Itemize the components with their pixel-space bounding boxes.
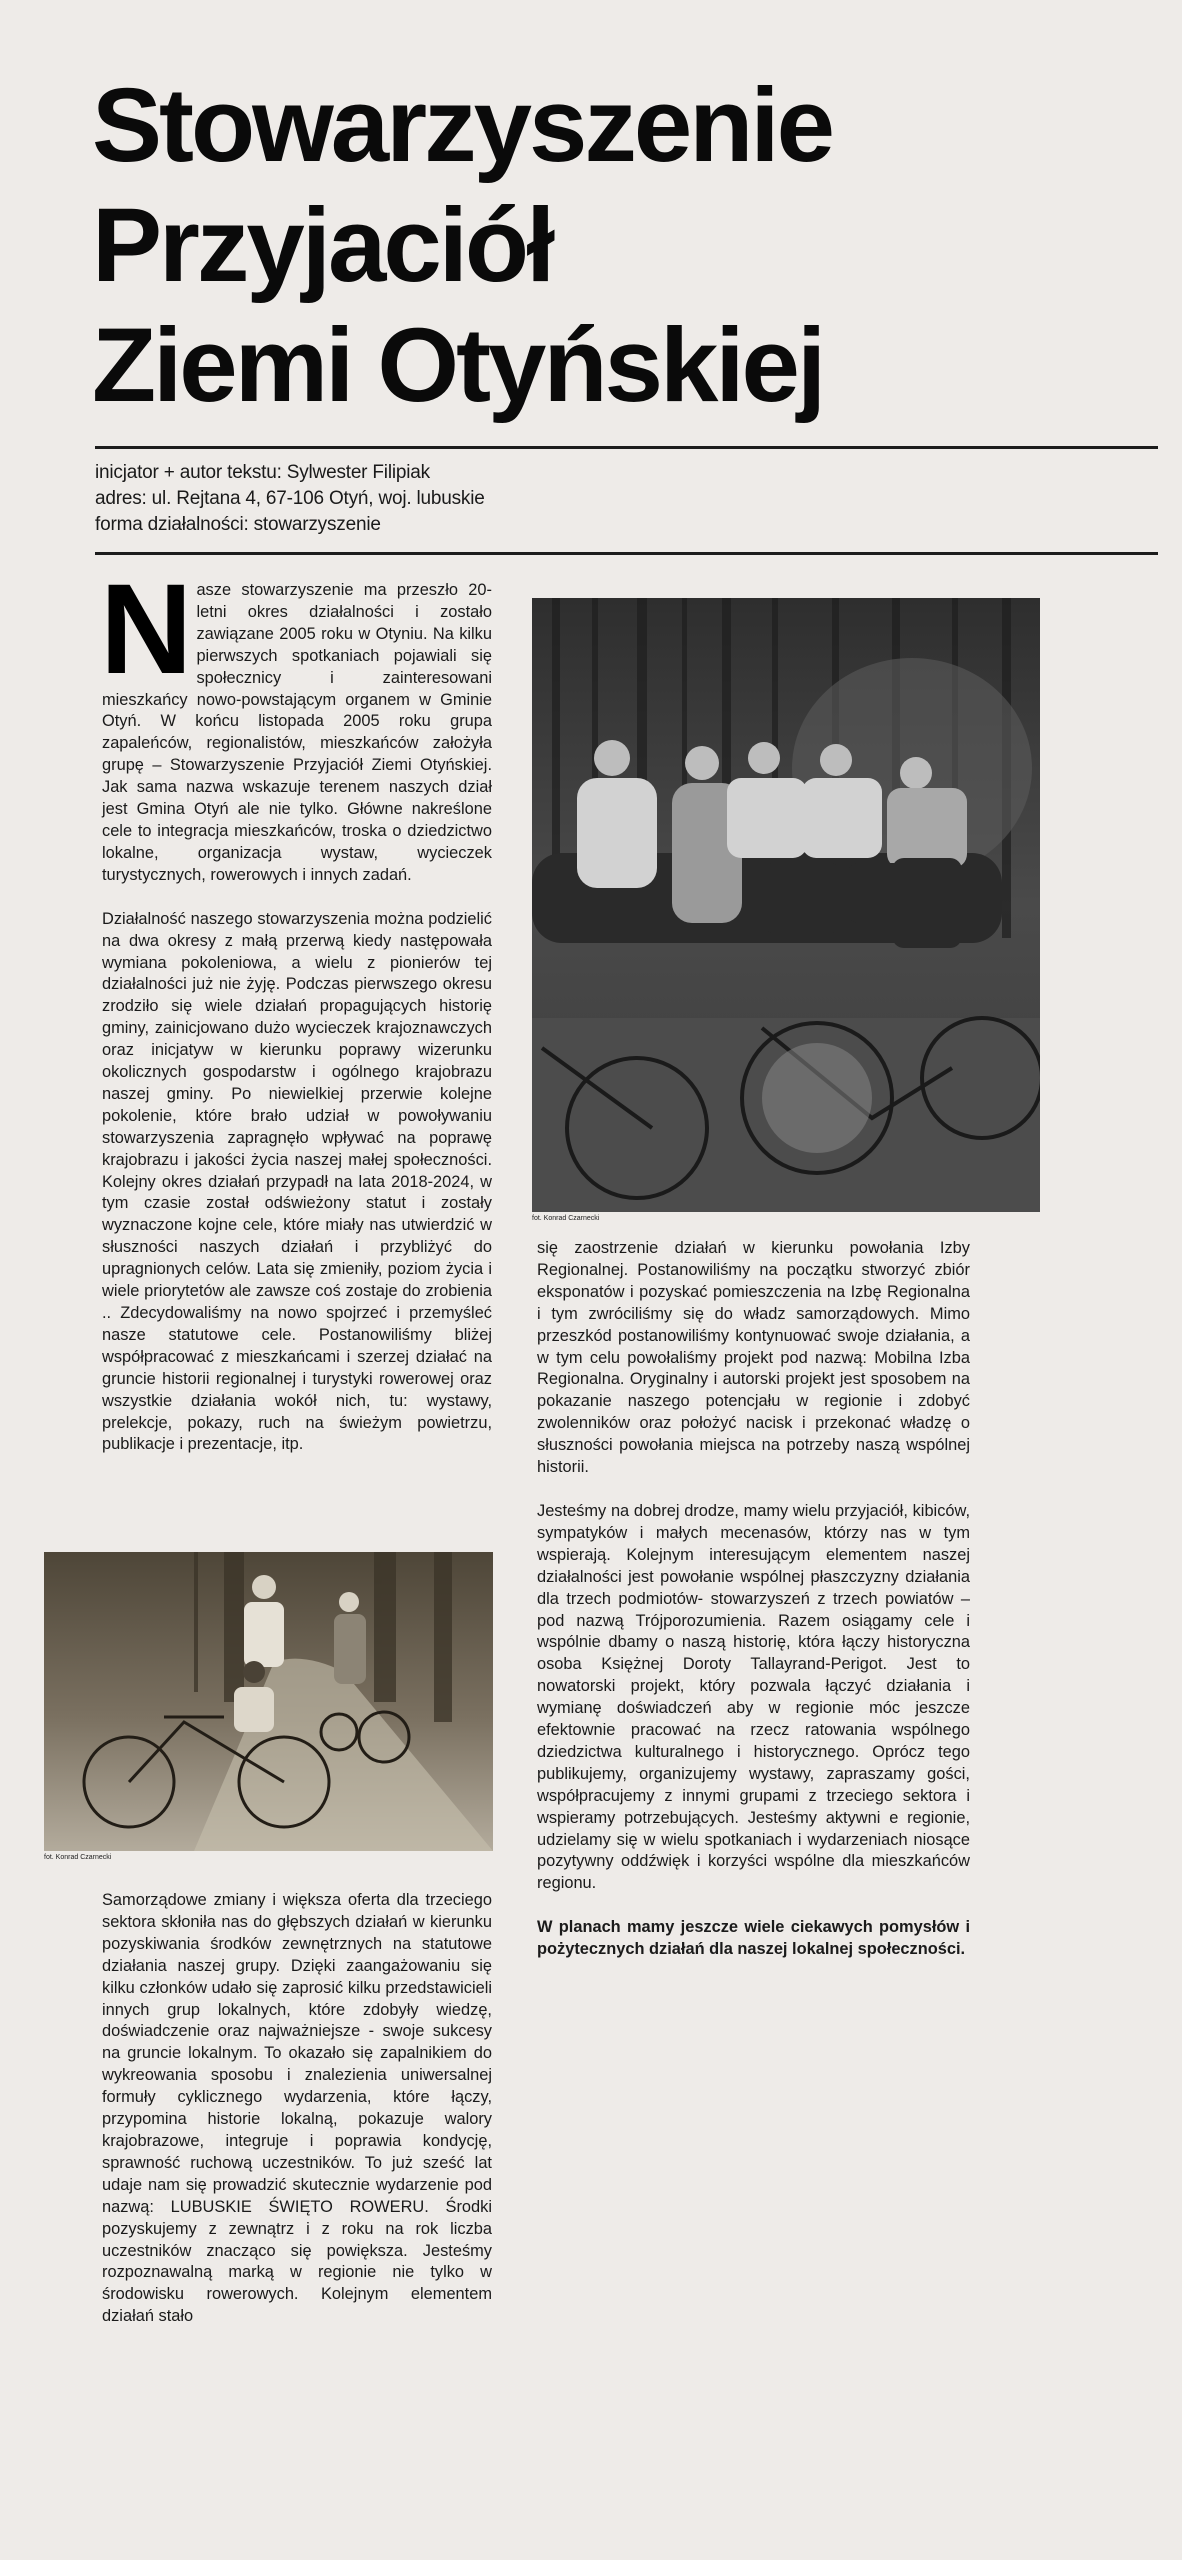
header-divider-top [95,446,1158,449]
article-closing-statement: W planach mamy jeszcze wiele ciekawych pomysłów i pożytecznych działań dla naszej lokalnej społeczności. [537,1918,970,1959]
photo-caption-2: fot. Konrad Czarnecki [44,1854,112,1861]
intro-text: asze stowarzyszenie ma przeszło 20-letni okres działalności i zostało zawiązane 2005 roku w Otyniu. Na kilku pierwszych spotkaniach pojawiali się społecznicy i zainteresowani mieszkańcy nowo-powstającym organem w Gminie Otyń. W końcu listopada 2005 roku grupa zapaleńców, regionalistów, mieszkańców założyła grupę – Stowarzyszenie Przyjaciół Ziemi Otyńskiej. Jak sama nazwa wskazuje terenem naszych dział jest Gmina Otyń ale nie tylko. Główne nakreślone cele to integracja mieszkańców, troska o dziedzictwo lokalne, organizacja wystaw, wycieczek turystycznych, rowerowych i innych zadań. [102,581,492,884]
article-paragraph: Działalność naszego stowarzyszenia można podzielić na dwa okresy z małą przerwą kiedy następowała wymiana pokoleniowa, a wielu z pionierów tej działalności już nie żyję. Podczas pierwszego okresu zrodziło się wiele działań propagujących historię gminy, zainicjowano dużo wycieczek krajoznawczych oraz inicjatyw w kierunku poprawy wizerunku okolicznych gospodarstw i ogólnego krajobrazu naszej gminy. Po niewielkiej przerwie kolejne pokolenie, które brało udział w powoływaniu stowarzyszenia zapragnęło wpływać na poprawę krajobrazu i jakości życia naszej małej społeczności. Kolejny okres działań przypadł na lata 2018-2024, w tym czasie został odświeżony statut i zostały wyznaczone kojne cele, które miały nas utwierdzić w słuszności naszych działań i przybliżyć do upragnionych celów. Lata się zmieniły, poziom życia i wiele priorytetów ale zawsze coś zostaje do zrobienia .. Zdecydowaliśmy na nowo spojrzeć i przemyśleć nasze statutowe cele. Postanowiliśmy bliżej współpracować z mieszkańcami i szerzej działać na gruncie historii regionalnej i turystyki rowerowej oraz wszystkie działania wokół nich, tu: wystawy, prelekcje, pokazy, ruch na świeżym powietrzu, publikacje i prezentacje, itp. [102,909,492,1454]
photo-cyclists-park [44,1552,493,1851]
article-paragraph: się zaostrzenie działań w kierunku powołania Izby Regionalnej. Postanowiliśmy na początku stworzyć zbiór eksponatów i pozyskać pomieszczenia na Izbę Regionalna i tym zwróciliśmy się do władz samorządowych. Mimo przeszkód postanowiliśmy kontynuować swoje działania, a w tym celu powołaliśmy projekt pod nazwą: Mobilna Izba Regionalna. Oryginalny i autorski projekt jest sposobem na pokazanie naszego potencjału w regionie i zdobyć zwolenników oraz położyć nacisk i przekonać władzę o słuszności powołania miejsca na potrzeby naszą wspólnej historii. [537,1239,970,1477]
photo-group-on-log-image [532,598,1040,1212]
article-paragraph: Samorządowe zmiany i większa oferta dla trzeciego sektora skłoniła nas do głębszych działań w kierunku pozyskiwania środków zewnętrznych na statutowe działania naszej grupy. Dzięki zaangażowaniu się kilku członków udało się zaprosić kilku przedstawicieli innych grup lokalnych, które zdobyły wiedzę, doświadczenie oraz najważniejsze - swoje sukcesy na gruncie lokalnym. To okazało się zapalnikiem do wykreowania sposobu i znalezienia uniwersalnej formuły cyklicznego wydarzenia, które łączy, przypomina historie lokalną, pokazuje walory krajobrazowe, integruje i poprawia kondycję, sprawność ruchową uczestników. To już sześć lat udaje nam się prowadzić skutecznie wydarzenie pod nazwą: LUBUSKIE ŚWIĘTO ROWERU. Środki pozyskujemy z zewnątrz i z roku na rok liczba uczestników znacząco się powiększa. Jesteśmy rozpoznawalną marką w regionie nie tylko w środowisku rowerowych. Kolejnym elementem działań stało [102,1891,492,2326]
photo-cyclists-park-image [44,1552,493,1851]
article-paragraph: Jesteśmy na dobrej drodze, mamy wielu przyjaciół, kibiców, sympatyków i małych mecenasów, którzy nas w tym wspierają. Kolejnym interesującym elementem naszej działalności jest powołanie wspólnej płaszczyzny działania dla trzech podmiotów- stowarzyszeń z trzech powiatów – pod nazwą Trójporozumienia. Razem osiągamy cele i wspólnie dbamy o naszą historię, która łączy historyczna osoba Księżnej Doroty Tallayrand-Perigot. Jest to nowatorski projekt, który pozwala łączyć działania i wymianę doświadczeń aby w regionie móc jeszcze efektownie pracować na rzecz ratowania wspólnego dziedzictwa kulturalnego i historycznego. Oprócz tego publikujemy, organizujemy wystawy, zapraszamy gości, współpracujemy z innymi grupami z trzeciego sektora i wspieramy potrzebujących. Jesteśmy aktywni e regionie, udzielamy się w wielu spotkaniach i wydarzeniach niosące pozytywny oddźwięk i korzyści wspólne dla mieszkańców regionu. [537,1501,970,1893]
meta-info [95,460,485,538]
meta-author: inicjator + autor tekstu: Sylwester Filipiak [95,462,430,483]
article-column-right [537,1238,970,1983]
drop-cap: N [100,558,189,701]
article-paragraph-intro [100,558,492,887]
article-column-left-top [100,558,492,1478]
title-line-3: Ziemi Otyńskiej [92,307,824,424]
photo-group-on-log [532,598,1040,1212]
page-title [92,66,832,426]
header-divider-bottom [95,552,1158,555]
title-line-1: Stowarzyszenie [92,67,832,184]
title-line-2: Przyjaciół [92,187,553,304]
meta-address: adres: ul. Rejtana 4, 67-106 Otyń, woj. lubuskie [95,488,485,509]
photo-caption-1: fot. Konrad Czarnecki [532,1215,600,1222]
article-column-left-bottom [102,1890,492,2350]
meta-form: forma działalności: stowarzyszenie [95,514,381,535]
